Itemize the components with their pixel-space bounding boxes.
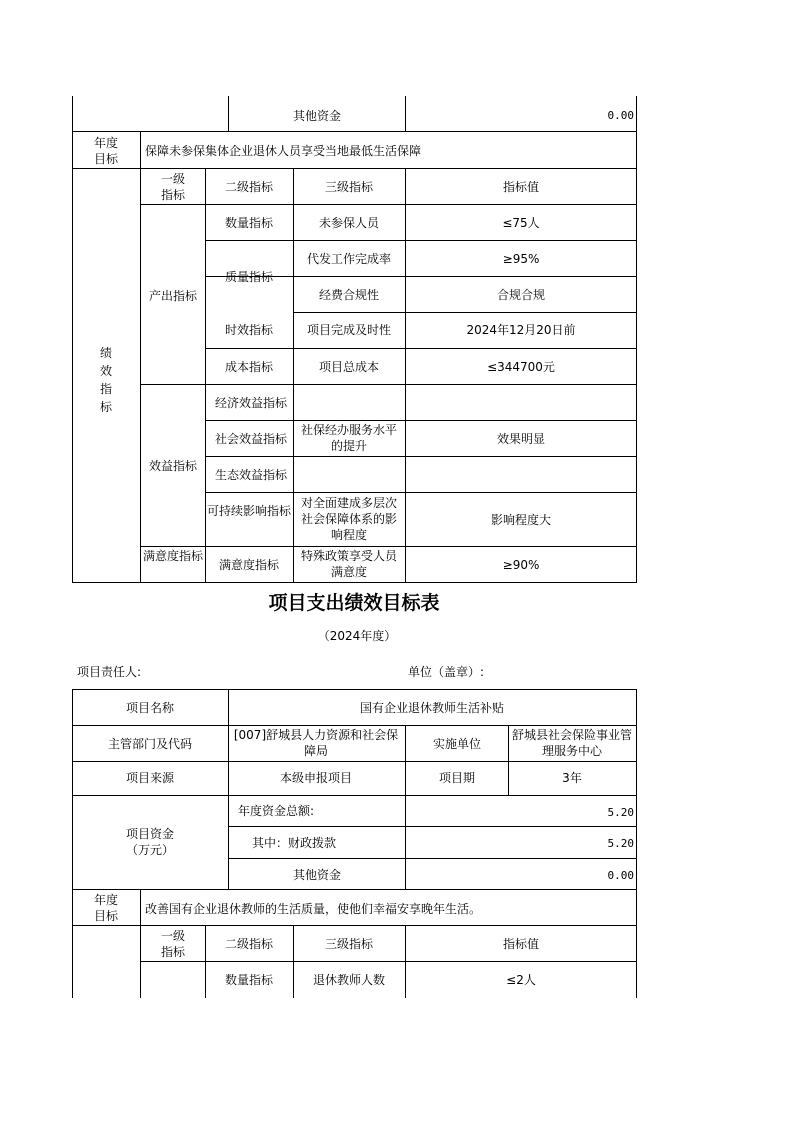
annual-goal-text: 保障未参保集体企业退休人员享受当地最低生活保障 [145, 144, 422, 158]
annual-total-label: 年度资金总额: [238, 804, 315, 818]
satisfaction-l3: 特殊政策享受人员满意度 [300, 549, 397, 579]
page-title: 项目支出绩效目标表 [268, 592, 440, 614]
quality-indicator-label: 质量指标 [224, 270, 274, 284]
header-level2: 二级指标 [224, 180, 274, 194]
quality-value-1: ≥95% [502, 252, 540, 266]
department-label: 主管部门及代码 [107, 737, 193, 751]
cost-l3: 项目总成本 [318, 360, 380, 374]
project-funds-label: 项目资金 （万元） [125, 827, 175, 857]
header2-level1: 一级 指标 [160, 929, 186, 959]
retired-teachers-value: ≤2人 [506, 973, 536, 987]
annual-goal-label: 年度 目标 [93, 136, 119, 166]
satisfaction-l1: 满意度指标 [142, 549, 203, 563]
social-benefit-value: 效果明显 [496, 432, 546, 446]
header2-value: 指标值 [502, 937, 540, 951]
quantity-value: ≤75人 [502, 216, 540, 230]
sustainable-impact-value: 影响程度大 [490, 513, 552, 527]
timeliness-value: 2024年12月20日前 [466, 323, 576, 337]
project-period-value: 3年 [562, 771, 582, 785]
quantity-indicator-label-2: 数量指标 [224, 973, 274, 987]
annual-goal-label-2: 年度 目标 [93, 893, 119, 923]
other-funds-value-2: 0.00 [607, 869, 634, 882]
project-source-value: 本级申报项目 [279, 771, 353, 785]
header-value: 指标值 [502, 180, 540, 194]
implementing-unit-label: 实施单位 [432, 737, 482, 751]
header2-level2: 二级指标 [224, 937, 274, 951]
annual-total-value: 5.20 [607, 806, 634, 819]
quality-value-2: 合规合规 [496, 288, 546, 302]
quantity-l3: 未参保人员 [318, 216, 380, 230]
other-funds-value: 0.00 [607, 109, 634, 122]
fiscal-allocation-label: 其中：财政拨款 [252, 836, 337, 850]
other-funds-label-2: 其他资金 [292, 868, 342, 882]
social-benefit-label: 社会效益指标 [214, 432, 288, 446]
quality-l3-2: 经费合规性 [318, 288, 380, 302]
responsible-person-label: 项目责任人: [77, 665, 142, 679]
sustainable-impact-l3: 对全面建成多层次社会保障体系的影响程度 [300, 496, 397, 542]
page-subtitle: （2024年度） [317, 629, 397, 643]
cost-value: ≤344700元 [487, 360, 555, 374]
project-period-label: 项目期 [438, 771, 476, 785]
other-funds-label: 其他资金 [292, 109, 342, 123]
header-level1: 一级 指标 [160, 172, 186, 202]
department-value: [007]舒城县人力资源和社会保障局 [233, 728, 399, 758]
annual-goal-text-2: 改善国有企业退休教师的生活质量，使他们幸福安享晚年生活。 [145, 902, 482, 916]
retired-teachers-l3: 退休教师人数 [312, 973, 386, 987]
header2-level3: 三级指标 [324, 937, 374, 951]
sustainable-impact-label: 可持续影响指标 [206, 504, 291, 518]
unit-seal-label: 单位（盖章）: [408, 665, 485, 679]
ecological-benefit-label: 生态效益指标 [214, 468, 288, 482]
output-indicators-label: 产出指标 [148, 289, 198, 303]
cost-indicator-label: 成本指标 [224, 360, 274, 374]
project-name-value: 国有企业退休教师生活补贴 [359, 701, 505, 715]
economic-benefit-label: 经济效益指标 [214, 396, 288, 410]
social-benefit-l3: 社保经办服务水平的提升 [300, 423, 397, 453]
satisfaction-l2: 满意度指标 [218, 558, 280, 572]
project-source-label: 项目来源 [125, 771, 175, 785]
quality-l3-1: 代发工作完成率 [306, 252, 392, 266]
fiscal-allocation-value: 5.20 [607, 837, 634, 850]
timeliness-l3: 项目完成及时性 [306, 323, 392, 337]
implementing-unit-value: 舒城县社会保险事业管理服务中心 [511, 728, 632, 758]
benefit-indicators-label: 效益指标 [148, 459, 198, 473]
satisfaction-value: ≥90% [502, 558, 540, 572]
performance-indicators-label: 绩 效 指 标 [99, 346, 113, 414]
project-name-label: 项目名称 [125, 701, 175, 715]
quantity-indicator-label: 数量指标 [224, 216, 274, 230]
timeliness-indicator-label: 时效指标 [224, 323, 274, 337]
header-level3: 三级指标 [324, 180, 374, 194]
